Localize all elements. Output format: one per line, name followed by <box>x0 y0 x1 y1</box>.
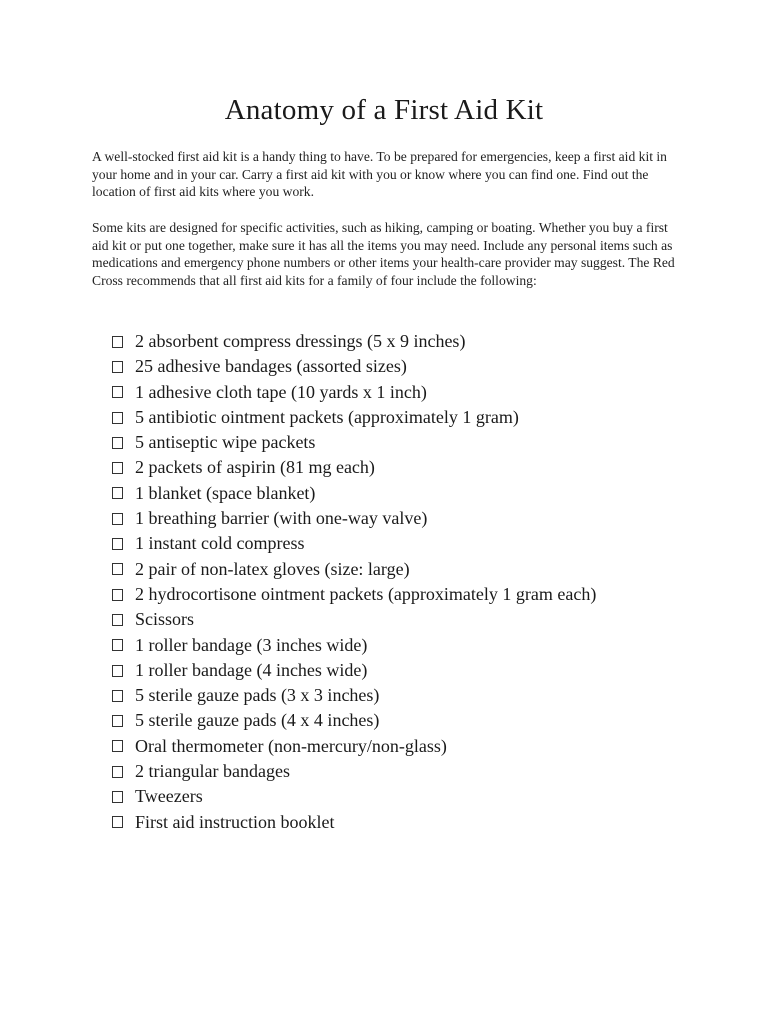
checklist-item-label: Oral thermometer (non-mercury/non-glass) <box>135 735 447 756</box>
kit-description-paragraph: Some kits are designed for specific activities, such as hiking, camping or boating. Whether you buy a first aid kit or put one together, make sure it has all the items you may need. Include any personal items such as medications and emergency phone numbers or other items your health-care provider may suggest. The Red Cross recommends that all first aid kits for a family of four include the following: <box>92 220 675 288</box>
checklist-item <box>112 633 596 658</box>
checklist <box>112 329 596 835</box>
checklist-item <box>112 380 596 405</box>
empty-checkbox-icon <box>112 614 123 626</box>
checklist-item-label: 2 hydrocortisone ointment packets (approximately 1 gram each) <box>135 583 597 604</box>
empty-checkbox-icon <box>112 639 123 651</box>
checklist-item-label: 5 antibiotic ointment packets (approximately 1 gram) <box>135 406 519 427</box>
checklist-item <box>112 582 596 607</box>
empty-checkbox-icon <box>112 462 123 474</box>
empty-checkbox-icon <box>112 336 123 348</box>
empty-checkbox-icon <box>112 816 123 828</box>
empty-checkbox-icon <box>112 487 123 499</box>
checklist-item <box>112 405 596 430</box>
checklist-item <box>112 607 596 632</box>
checklist-item <box>112 481 596 506</box>
empty-checkbox-icon <box>112 665 123 677</box>
empty-checkbox-icon <box>112 361 123 373</box>
empty-checkbox-icon <box>112 538 123 550</box>
checklist-item-label: Scissors <box>135 609 195 630</box>
checklist-item <box>112 683 596 708</box>
checklist-item-label: 2 packets of aspirin (81 mg each) <box>135 457 375 478</box>
checklist-item <box>112 506 596 531</box>
page-title: Anatomy of a First Aid Kit <box>224 94 544 126</box>
empty-checkbox-icon <box>112 386 123 398</box>
empty-checkbox-icon <box>112 715 123 727</box>
checklist-item <box>112 430 596 455</box>
checklist-item-label: 5 sterile gauze pads (3 x 3 inches) <box>135 685 380 706</box>
checklist-item-label: 1 roller bandage (4 inches wide) <box>135 659 368 680</box>
checklist-item-label: First aid instruction booklet <box>135 811 335 832</box>
empty-checkbox-icon <box>112 437 123 449</box>
empty-checkbox-icon <box>112 766 123 778</box>
empty-checkbox-icon <box>112 791 123 803</box>
intro-paragraph: A well-stocked first aid kit is a handy thing to have. To be prepared for emergencies, keep a first aid kit in your home and in your car. Carry a first aid kit with you or know where you can find one. Find out the location of first aid kits where you work. <box>92 149 667 200</box>
checklist-item-label: 2 absorbent compress dressings (5 x 9 inches) <box>135 331 466 351</box>
checklist-item-label: 5 sterile gauze pads (4 x 4 inches) <box>135 710 380 731</box>
checklist-item-label: 1 breathing barrier (with one-way valve) <box>135 508 428 529</box>
checklist-item-label: 1 blanket (space blanket) <box>135 482 316 503</box>
empty-checkbox-icon <box>112 740 123 752</box>
checklist-item <box>112 329 596 354</box>
checklist-item <box>112 658 596 683</box>
checklist-item <box>112 784 596 809</box>
empty-checkbox-icon <box>112 412 123 424</box>
empty-checkbox-icon <box>112 513 123 525</box>
checklist-item <box>112 708 596 733</box>
checklist-item-label: 1 adhesive cloth tape (10 yards x 1 inch) <box>135 381 427 402</box>
checklist-item-label: 1 instant cold compress <box>135 533 305 554</box>
checklist-item-label: 1 roller bandage (3 inches wide) <box>135 634 368 655</box>
empty-checkbox-icon <box>112 563 123 575</box>
checklist-item <box>112 734 596 759</box>
checklist-item-label: 5 antiseptic wipe packets <box>135 432 316 453</box>
checklist-item-label: Tweezers <box>135 786 203 807</box>
checklist-item <box>112 810 596 835</box>
checklist-item-label: 2 pair of non-latex gloves (size: large) <box>135 558 410 579</box>
checklist-item-label: 25 adhesive bandages (assorted sizes) <box>135 356 407 377</box>
checklist-item <box>112 759 596 784</box>
empty-checkbox-icon <box>112 589 123 601</box>
checklist-item <box>112 354 596 379</box>
checklist-item <box>112 531 596 556</box>
checklist-item <box>112 455 596 480</box>
empty-checkbox-icon <box>112 690 123 702</box>
checklist-item <box>112 557 596 582</box>
checklist-item-label: 2 triangular bandages <box>135 761 290 782</box>
